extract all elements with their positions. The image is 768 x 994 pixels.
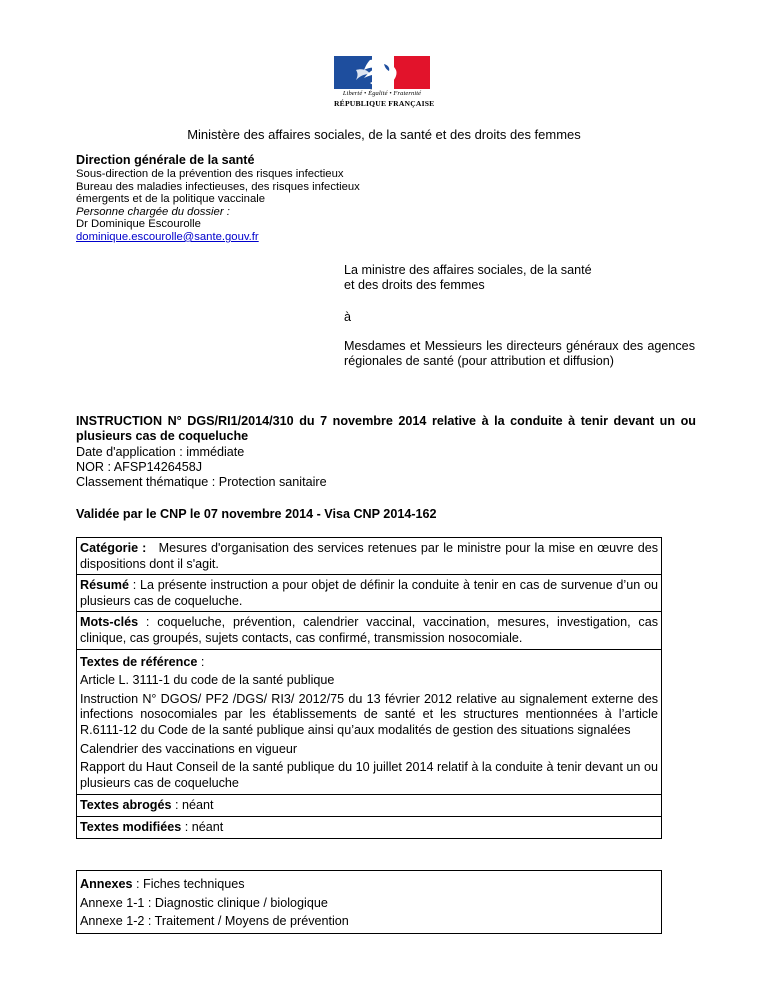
modifies-text: : néant [181,819,224,834]
motscles-text: : coqueluche, prévention, calendrier vaccinal, vaccination, mesures, investigation, cas clinique, cas groupés, sujets contacts, cas confirmé, transmission nosocomiale. [80,615,658,645]
abroges-text: : néant [171,798,214,813]
republique-francaise-logo [334,56,435,110]
textes-ref-item: Article L. 3111-1 du code de la santé publique [80,673,335,688]
resume-row [77,574,661,611]
categorie-row [77,538,661,574]
ministry-title: Ministère des affaires sociales, de la santé et des droits des femmes [187,127,581,142]
annexes-row [77,871,661,933]
date-application: Date d'application : immédiate [76,444,245,459]
minister-line: et des droits des femmes [344,278,485,293]
annexe-item: Annexe 1-2 : Traitement / Moyens de prévention [80,914,349,929]
motscles-label: Mots-clés [80,615,139,630]
minister-sender [344,263,695,293]
validation-line: Validée par le CNP le 07 novembre 2014 - Visa CNP 2014-162 [76,507,437,521]
instruction-block [76,414,696,490]
logo-republic-text: RÉPUBLIQUE FRANÇAISE [334,99,435,108]
modifies-label: Textes modifiées [80,819,182,834]
textes-ref-item: Instruction N° DGOS/ PF2 /DGS/ RI3/ 2012/75 du 13 février 2012 relative au signalement externe des infections nosocomiales par les établissements de santé et les structures mentionnées à l’article R.6111-12 du Code de la santé publique ainsi qu’aux modalités de gestion des situations signalées [80,691,658,737]
categorie-text: Mesures d'organisation des services retenues par le ministre pour la mise en œuvre des dispositions dont il s'agit. [80,541,662,571]
textes-ref-label: Textes de référence [80,654,198,669]
sender-line: émergents et de la politique vaccinale [76,193,266,206]
recipient-text: Mesdames et Messieurs les directeurs généraux des agences régionales de santé (pour attribution et diffusion) [344,339,695,369]
contact-name: Dr Dominique Escourolle [76,218,201,231]
marianne-flag-icon [334,56,430,89]
logo-motto: Liberté • Égalité • Fraternité [342,90,422,97]
textes-ref-item: Calendrier des vaccinations en vigueur [80,741,298,756]
summary-table [76,537,662,839]
textes-reference-row [77,649,661,795]
sender-line: Sous-direction de la prévention des risques infectieux [76,168,344,180]
annexes-text: : Fiches techniques [132,877,245,891]
abroges-row [77,794,661,816]
nor-code: NOR : AFSP1426458J [76,459,203,474]
sender-line: Bureau des maladies infectieuses, des risques infectieux [76,180,360,193]
textes-ref-item: Rapport du Haut Conseil de la santé publique du 10 juillet 2014 relatif à la conduite à tenir devant un ou plusieurs cas de coqueluche [80,760,658,790]
categorie-label: Catégorie : [80,541,147,555]
annexe-item: Annexe 1-1 : Diagnostic clinique / biologique [80,895,328,910]
annexes-table [76,870,662,934]
textes-ref-colon: : [197,654,205,669]
classement: Classement thématique : Protection sanitaire [76,475,327,490]
contact-email-link[interactable]: dominique.escourolle@sante.gouv.fr [76,230,259,243]
to-word: à [344,310,352,324]
sender-block [76,153,360,244]
instruction-title: INSTRUCTION N° DGS/RI1/2014/310 du 7 novembre 2014 relative à la conduite à tenir devant un ou plusieurs cas de coqueluche [76,414,696,444]
abroges-label: Textes abrogés [80,798,172,813]
direction-name: Direction générale de la santé [76,153,255,167]
resume-label: Résumé [80,578,129,593]
contact-label: Personne chargée du dossier : [76,205,230,218]
minister-line: La ministre des affaires sociales, de la santé [344,263,592,277]
resume-text: : La présente instruction a pour objet de définir la conduite à tenir en cas de survenue d’un ou plusieurs cas de coqueluche. [80,578,658,608]
motscles-row [77,611,661,648]
annexes-label: Annexes [80,877,133,891]
modifies-row [77,816,661,838]
